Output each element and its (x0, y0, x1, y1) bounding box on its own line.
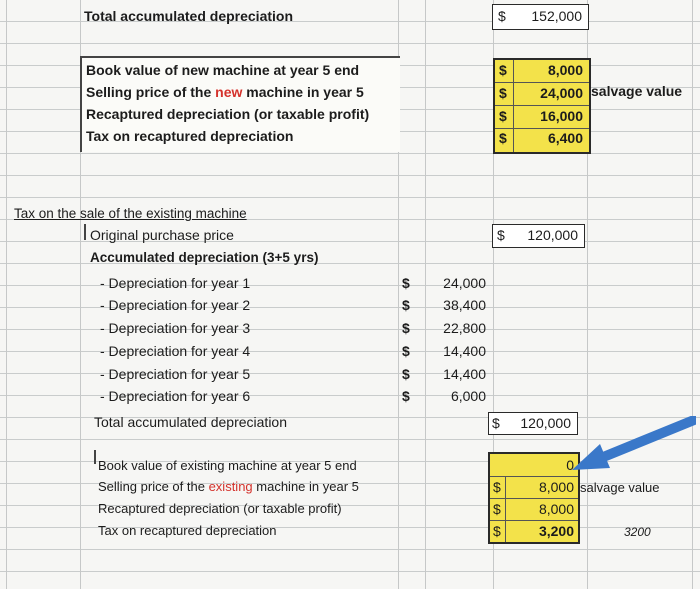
dep-year-3-value: 22,800 (443, 320, 486, 336)
dep-year-4-dollar: $ (402, 343, 410, 359)
new-recaptured-label: Recaptured depreciation (or taxable profit) (86, 106, 370, 122)
new-recaptured-value: 16,000 (540, 108, 583, 124)
existing-tax-label: Tax on recaptured depreciation (98, 523, 277, 538)
existing-total-dollar: $ (492, 415, 500, 431)
new-selling-dollar: $ (499, 85, 507, 101)
original-price-value: 120,000 (527, 227, 578, 243)
dep-year-5-value: 14,400 (443, 366, 486, 382)
existing-total-label: Total accumulated depreciation (94, 414, 288, 430)
existing-total-cell[interactable] (488, 412, 578, 435)
dep-year-1-value: 24,000 (443, 275, 486, 291)
dep-year-6-dollar: $ (402, 388, 410, 404)
top-total-cell[interactable] (492, 4, 589, 30)
existing-selling-price-label: Selling price of the existing machine in year 5 (98, 479, 359, 494)
dep-year-5-dollar: $ (402, 366, 410, 382)
new-tax-value: 6,400 (547, 130, 583, 146)
new-tax-label: Tax on recaptured depreciation (86, 128, 294, 144)
original-price-dollar: $ (497, 227, 505, 243)
original-price-label: Original purchase price (90, 227, 234, 243)
dep-year-1-label: - Depreciation for year 1 (100, 275, 251, 291)
new-tax-dollar: $ (499, 130, 507, 146)
existing-book-value: 0 (566, 457, 574, 473)
blue-arrow-icon (566, 416, 696, 476)
dep-year-4-value: 14,400 (443, 343, 486, 359)
existing-word: existing (208, 479, 253, 494)
new-machine-values[interactable] (493, 58, 591, 154)
dep-year-5-label: - Depreciation for year 5 (100, 366, 251, 382)
dep-year-6-value: 6,000 (450, 388, 486, 404)
new-book-value: 8,000 (547, 62, 583, 78)
existing-tax-dollar: $ (493, 523, 501, 539)
original-price-cell[interactable] (492, 224, 585, 248)
existing-tax-value: 3,200 (538, 523, 574, 539)
top-total-value: 152,000 (531, 8, 582, 24)
new-selling-value: 24,000 (540, 85, 583, 101)
new-machine-label-box (80, 56, 400, 152)
existing-recaptured-label: Recaptured depreciation (or taxable profit) (98, 501, 342, 516)
new-book-dollar: $ (499, 62, 507, 78)
existing-salvage-note: salvage value (580, 480, 660, 495)
dep-year-6-label: - Depreciation for year 6 (100, 388, 251, 404)
existing-recaptured-dollar: $ (493, 501, 501, 517)
top-total-dollar: $ (498, 8, 506, 24)
new-book-value-label: Book value of new machine at year 5 end (86, 62, 360, 78)
existing-recaptured-value: 8,000 (538, 501, 574, 517)
dep-year-2-value: 38,400 (443, 297, 486, 313)
new-selling-price-label: Selling price of the new machine in year 5 (86, 84, 364, 100)
dep-year-1-dollar: $ (402, 275, 410, 291)
dep-year-3-dollar: $ (402, 320, 410, 336)
new-salvage-note: salvage value (591, 83, 683, 99)
dep-year-3-label: - Depreciation for year 3 (100, 320, 251, 336)
existing-side-value: 3200 (624, 525, 651, 539)
dep-year-4-label: - Depreciation for year 4 (100, 343, 251, 359)
existing-book-value-label: Book value of existing machine at year 5 end (98, 458, 357, 473)
existing-section-title: Tax on the sale of the existing machine (14, 206, 247, 221)
dep-year-2-label: - Depreciation for year 2 (100, 297, 251, 313)
dep-year-2-dollar: $ (402, 297, 410, 313)
existing-total-value: 120,000 (520, 415, 571, 431)
top-total-label: Total accumulated depreciation (84, 8, 294, 24)
new-word: new (215, 84, 243, 100)
existing-selling-value: 8,000 (538, 479, 574, 495)
existing-selling-dollar: $ (493, 479, 501, 495)
new-recaptured-dollar: $ (499, 108, 507, 124)
accumulated-label: Accumulated depreciation (3+5 yrs) (90, 250, 319, 265)
